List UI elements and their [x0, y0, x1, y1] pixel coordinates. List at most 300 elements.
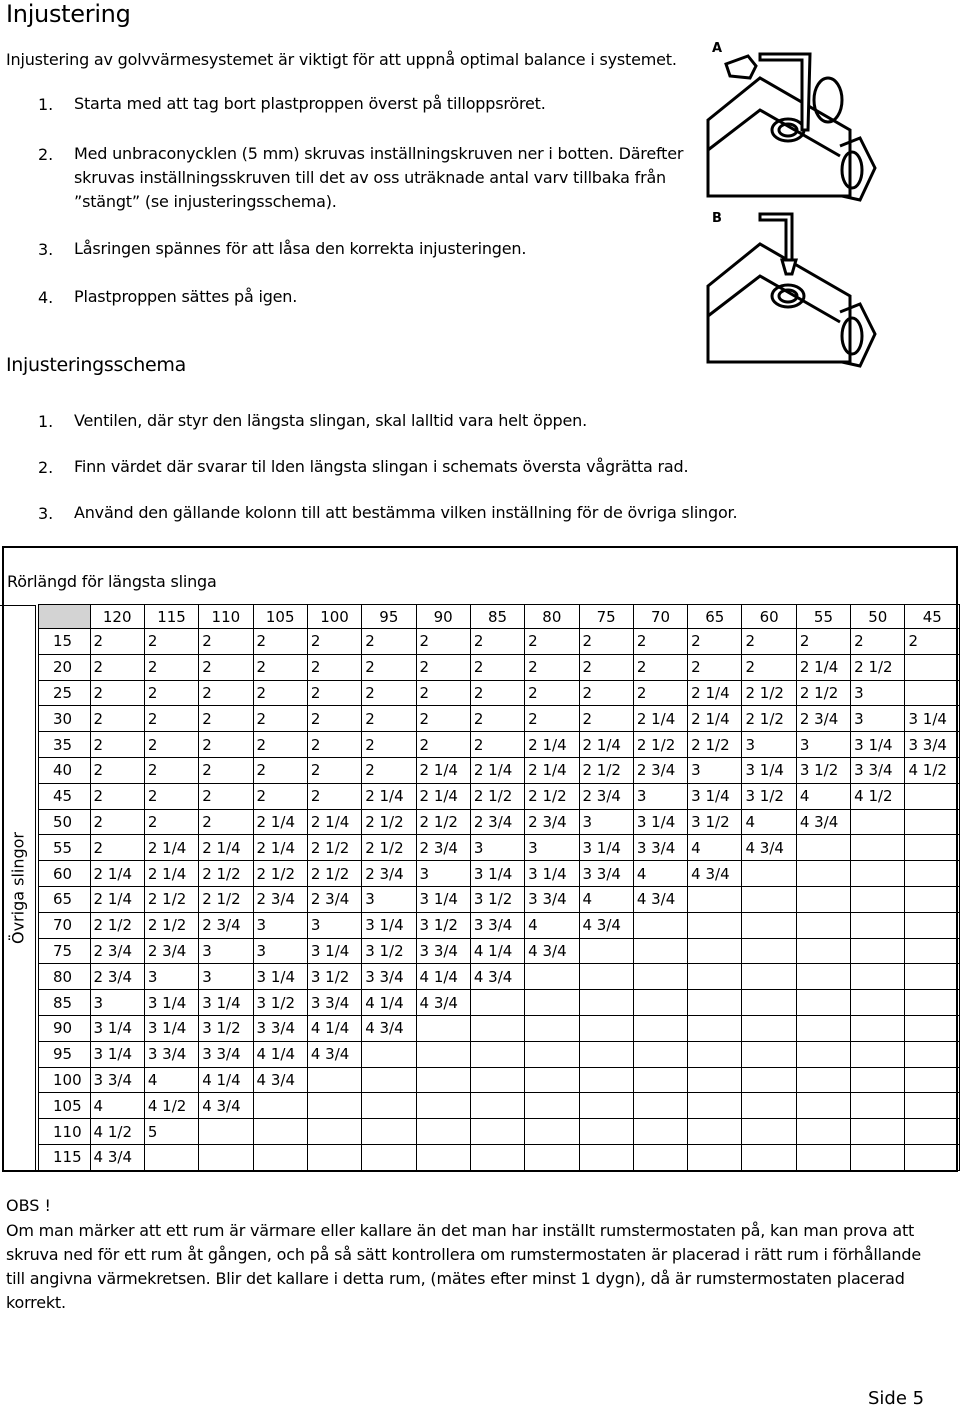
table-cell: 2 [307, 654, 361, 680]
row-header: 25 [39, 680, 91, 706]
table-row [39, 835, 960, 861]
table-cell: 4 1/4 [307, 1015, 361, 1041]
table-cell: 2 [307, 732, 361, 758]
table-cell: 2 [144, 654, 198, 680]
table-cell: 2 3/4 [416, 835, 470, 861]
table-cell [796, 1119, 850, 1145]
table-cell: 2 [90, 654, 144, 680]
table-cell [199, 1144, 253, 1170]
table-cell: 2 [633, 654, 687, 680]
table-cell: 4 3/4 [199, 1093, 253, 1119]
schema-step-3-number: 3. [38, 504, 54, 523]
table-cell: 3 [796, 732, 850, 758]
table-cell: 2 1/4 [90, 861, 144, 887]
table-row [39, 912, 960, 938]
table-cell: 2 [633, 629, 687, 655]
table-cell: 3 [633, 783, 687, 809]
table-cell: 2 1/2 [851, 654, 905, 680]
table-cell [579, 1067, 633, 1093]
table-cell: 2 1/2 [307, 835, 361, 861]
column-header: 115 [144, 605, 198, 629]
table-cell [905, 912, 960, 938]
table-cell: 4 1/2 [144, 1093, 198, 1119]
table-cell: 2 [579, 629, 633, 655]
table-cell: 2 1/2 [796, 680, 850, 706]
note-line: Om man märker att ett rum är värmare eller kallare än det man har inställt rumstermostaten på, kan man prova att [6, 1221, 915, 1240]
table-cell [905, 783, 960, 809]
table-cell [525, 1144, 579, 1170]
table-cell: 2 [253, 706, 307, 732]
row-header: 80 [39, 964, 91, 990]
table-cell [362, 1093, 416, 1119]
table-cell: 2 [688, 629, 742, 655]
table-cell: 3 [470, 835, 524, 861]
table-cell: 3 1/4 [253, 964, 307, 990]
table-row [39, 783, 960, 809]
table-cell: 2 1/2 [199, 861, 253, 887]
table-cell [470, 1015, 524, 1041]
table-cell: 2 3/4 [144, 938, 198, 964]
table-cell: 2 1/4 [579, 732, 633, 758]
table-cell: 3 3/4 [633, 835, 687, 861]
table-cell: 2 [416, 680, 470, 706]
table-cell: 2 [90, 706, 144, 732]
table-cell [525, 1041, 579, 1067]
table-cell: 2 [199, 629, 253, 655]
table-cell: 3 1/4 [525, 861, 579, 887]
table-cell: 3 [688, 757, 742, 783]
table-row [39, 938, 960, 964]
table-cell [470, 1144, 524, 1170]
table-cell: 4 1/2 [905, 757, 960, 783]
row-header: 35 [39, 732, 91, 758]
table-cell [633, 1144, 687, 1170]
row-header: 75 [39, 938, 91, 964]
column-header: 70 [633, 605, 687, 629]
table-cell [633, 1041, 687, 1067]
row-header: 115 [39, 1144, 91, 1170]
table-cell [905, 835, 960, 861]
column-header: 45 [905, 605, 960, 629]
table-cell [851, 835, 905, 861]
table-cell: 2 1/2 [688, 732, 742, 758]
table-cell: 2 [253, 680, 307, 706]
table-cell [525, 1067, 579, 1093]
table-cell: 2 1/4 [470, 757, 524, 783]
intro-text: Injustering av golvvärmesystemet är viktigt för att uppnå optimal balance i systemet. [6, 50, 677, 69]
table-row [39, 706, 960, 732]
table-cell: 2 1/4 [416, 757, 470, 783]
table-cell [416, 1041, 470, 1067]
table-cell [905, 1041, 960, 1067]
table-cell: 2 [633, 680, 687, 706]
table-cell: 2 1/4 [688, 706, 742, 732]
column-header: 85 [470, 605, 524, 629]
table-cell: 3 1/4 [90, 1015, 144, 1041]
row-header: 60 [39, 861, 91, 887]
table-row [39, 757, 960, 783]
table-cell: 3 1/4 [307, 938, 361, 964]
table-cell: 4 [796, 783, 850, 809]
table-cell: 4 [742, 809, 796, 835]
table-cell [579, 1144, 633, 1170]
column-header: 105 [253, 605, 307, 629]
table-cell [796, 886, 850, 912]
table-cell [905, 654, 960, 680]
table-cell: 2 [199, 706, 253, 732]
table-cell [633, 964, 687, 990]
table-cell: 2 [144, 629, 198, 655]
table-cell: 2 [90, 757, 144, 783]
table-cell [633, 990, 687, 1016]
table-cell [307, 1067, 361, 1093]
table-cell [633, 938, 687, 964]
table-cell [851, 1093, 905, 1119]
table-cell: 2 1/4 [307, 809, 361, 835]
table-row [39, 680, 960, 706]
table-cell [796, 1093, 850, 1119]
table-cell [796, 938, 850, 964]
table-cell: 2 3/4 [253, 886, 307, 912]
table-cell: 2 [253, 783, 307, 809]
table-cell: 3 1/2 [199, 1015, 253, 1041]
table-cell: 2 [470, 706, 524, 732]
step-2-number: 2. [38, 145, 54, 164]
table-cell [742, 938, 796, 964]
table-cell: 4 [579, 886, 633, 912]
table-cell [688, 990, 742, 1016]
table-cell [416, 1067, 470, 1093]
table-cell: 4 1/2 [90, 1119, 144, 1145]
table-cell [905, 1015, 960, 1041]
row-header: 65 [39, 886, 91, 912]
table-cell: 2 [579, 706, 633, 732]
note-text [6, 1219, 946, 1315]
table-cell: 2 [470, 680, 524, 706]
table-cell [851, 1067, 905, 1093]
table-cell [253, 1144, 307, 1170]
table-cell [470, 1067, 524, 1093]
table-cell: 2 [144, 680, 198, 706]
table-cell [362, 1119, 416, 1145]
column-header: 80 [525, 605, 579, 629]
table-cell: 2 [144, 732, 198, 758]
table-cell: 2 1/2 [416, 809, 470, 835]
table-cell [633, 1015, 687, 1041]
table-cell [742, 886, 796, 912]
table-cell: 3 3/4 [416, 938, 470, 964]
table-cell: 4 1/4 [253, 1041, 307, 1067]
table-header-row [39, 605, 960, 629]
table-cell: 4 3/4 [742, 835, 796, 861]
table-cell [416, 1119, 470, 1145]
table-cell: 2 1/2 [307, 861, 361, 887]
table-cell: 2 1/2 [742, 680, 796, 706]
table-cell: 2 1/2 [525, 783, 579, 809]
table-cell: 2 [796, 629, 850, 655]
table-cell: 3 3/4 [307, 990, 361, 1016]
table-cell [470, 1119, 524, 1145]
table-cell: 2 [307, 706, 361, 732]
table-cell [579, 964, 633, 990]
table-cell: 2 [199, 732, 253, 758]
table-cell: 2 3/4 [307, 886, 361, 912]
valve-adjustment-illustration [700, 38, 960, 374]
table-cell [796, 1067, 850, 1093]
table-cell: 2 [905, 629, 960, 655]
table-cell: 2 [742, 654, 796, 680]
table-cell: 3 [90, 990, 144, 1016]
table-cell: 4 3/4 [525, 938, 579, 964]
table-cell: 3 1/2 [253, 990, 307, 1016]
table-cell: 2 1/4 [144, 861, 198, 887]
schema-step-2-number: 2. [38, 458, 54, 477]
table-cell [579, 1041, 633, 1067]
table-cell: 3 3/4 [90, 1067, 144, 1093]
table-cell [742, 1067, 796, 1093]
table-cell: 2 [90, 809, 144, 835]
table-cell [905, 1067, 960, 1093]
table-cell [796, 912, 850, 938]
step-2-text-line-1: Med unbraconycklen (5 mm) skruvas inställningskruven ner i botten. Därefter [74, 144, 684, 163]
column-header: 60 [742, 605, 796, 629]
row-header: 100 [39, 1067, 91, 1093]
table-cell: 2 [253, 654, 307, 680]
table-cell: 2 1/4 [253, 809, 307, 835]
step-4-number: 4. [38, 288, 54, 307]
table-cell: 2 [199, 680, 253, 706]
row-header: 110 [39, 1119, 91, 1145]
table-cell: 2 1/2 [579, 757, 633, 783]
table-cell: 3 1/2 [307, 964, 361, 990]
table-cell [688, 964, 742, 990]
table-cell: 3 1/4 [470, 861, 524, 887]
adjustment-table [38, 604, 960, 1171]
table-cell: 2 [90, 629, 144, 655]
row-header: 85 [39, 990, 91, 1016]
table-cell: 2 [144, 757, 198, 783]
table-cell: 2 [362, 732, 416, 758]
table-cell: 4 1/4 [416, 964, 470, 990]
table-cell: 2 [90, 680, 144, 706]
table-cell: 2 3/4 [796, 706, 850, 732]
row-header: 15 [39, 629, 91, 655]
table-cell [307, 1119, 361, 1145]
table-cell: 2 1/4 [144, 835, 198, 861]
table-cell [688, 1144, 742, 1170]
table-cell: 3 1/4 [90, 1041, 144, 1067]
obs-label: OBS ! [6, 1196, 51, 1215]
table-cell: 4 [90, 1093, 144, 1119]
table-cell: 2 1/4 [416, 783, 470, 809]
table-row [39, 990, 960, 1016]
table-cell: 3 [416, 861, 470, 887]
table-cell: 3 1/2 [688, 809, 742, 835]
table-cell: 2 [470, 629, 524, 655]
table-cell: 3 [851, 680, 905, 706]
step-3-text: Låsringen spännes för att låsa den korrekta injusteringen. [74, 239, 527, 258]
table-cell: 3 [144, 964, 198, 990]
table-cell [905, 1093, 960, 1119]
table-cell [851, 861, 905, 887]
table-cell: 2 [579, 654, 633, 680]
table-cell: 2 3/4 [633, 757, 687, 783]
table-cell [905, 886, 960, 912]
table-cell: 3 1/4 [851, 732, 905, 758]
table-cell: 2 [144, 809, 198, 835]
table-cell [525, 1015, 579, 1041]
table-cell: 2 [253, 629, 307, 655]
step-2-text-line-2: skruvas inställningsskruven till det av oss uträknade antal varv tillbaka från [74, 168, 667, 187]
table-cell: 3 1/4 [905, 706, 960, 732]
table-cell: 3 1/4 [362, 912, 416, 938]
table-cell [579, 990, 633, 1016]
table-row [39, 1144, 960, 1170]
table-row [39, 886, 960, 912]
table-cell: 2 1/4 [90, 886, 144, 912]
table-cell [688, 1067, 742, 1093]
table-cell: 3 [362, 886, 416, 912]
table-cell [688, 1041, 742, 1067]
table-cell [416, 1144, 470, 1170]
column-header: 55 [796, 605, 850, 629]
table-cell: 4 [633, 861, 687, 887]
table-row [39, 964, 960, 990]
table-cell [796, 835, 850, 861]
table-row [39, 1067, 960, 1093]
column-header: 90 [416, 605, 470, 629]
table-cell [851, 912, 905, 938]
table-cell: 3 [253, 912, 307, 938]
table-cell [742, 1015, 796, 1041]
table-cell [851, 1015, 905, 1041]
table-cell [742, 861, 796, 887]
table-cell: 3 1/4 [416, 886, 470, 912]
side-label: Övriga slingor [8, 831, 27, 945]
table-cell: 4 3/4 [796, 809, 850, 835]
table-cell: 2 3/4 [579, 783, 633, 809]
table-cell: 2 1/2 [90, 912, 144, 938]
table-cell: 3 [579, 809, 633, 835]
table-cell [470, 990, 524, 1016]
table-cell [253, 1093, 307, 1119]
step-2-text-line-3: ”stängt” (se injusteringsschema). [74, 192, 337, 211]
table-cell [905, 990, 960, 1016]
table-cell: 2 [688, 654, 742, 680]
table-cell: 3 1/4 [742, 757, 796, 783]
table-cell: 4 1/4 [199, 1067, 253, 1093]
table-cell: 2 [470, 732, 524, 758]
page-title: Injustering [6, 0, 131, 28]
table-cell: 2 [525, 706, 579, 732]
table-cell [851, 938, 905, 964]
table-cell [525, 990, 579, 1016]
table-cell: 2 [362, 757, 416, 783]
table-cell: 2 1/2 [470, 783, 524, 809]
step-3-number: 3. [38, 240, 54, 259]
table-cell [905, 1144, 960, 1170]
table-cell: 3 1/4 [688, 783, 742, 809]
table-cell: 3 1/2 [416, 912, 470, 938]
table-cell: 3 3/4 [579, 861, 633, 887]
row-header: 95 [39, 1041, 91, 1067]
table-cell [796, 1041, 850, 1067]
table-cell [905, 938, 960, 964]
table-cell [688, 1015, 742, 1041]
table-cell [579, 1015, 633, 1041]
table-cell [416, 1093, 470, 1119]
table-cell [688, 886, 742, 912]
table-cell: 3 3/4 [851, 757, 905, 783]
table-cell [579, 938, 633, 964]
row-header: 20 [39, 654, 91, 680]
table-cell [362, 1041, 416, 1067]
table-cell: 2 [90, 732, 144, 758]
table-cell: 2 [199, 654, 253, 680]
table-cell: 3 [199, 938, 253, 964]
table-cell [307, 1093, 361, 1119]
table-cell [688, 938, 742, 964]
table-cell [633, 1119, 687, 1145]
table-cell [253, 1119, 307, 1145]
table-row [39, 1119, 960, 1145]
table-cell: 2 [362, 629, 416, 655]
table-cell: 3 [742, 732, 796, 758]
table-cell: 2 1/4 [362, 783, 416, 809]
row-header: 90 [39, 1015, 91, 1041]
table-cell: 2 1/2 [253, 861, 307, 887]
table-cell [742, 1041, 796, 1067]
table-cell: 2 [362, 706, 416, 732]
note-line: till angivna värmekretsen. Blir det kallare i detta rum, (mätes efter minst 1 dygn), då är rumstermostaten placerad [6, 1269, 905, 1288]
table-cell: 2 [144, 706, 198, 732]
table-cell [199, 1119, 253, 1145]
table-cell [742, 912, 796, 938]
table-cell [742, 1119, 796, 1145]
table-cell: 2 [525, 629, 579, 655]
table-cell: 3 1/4 [633, 809, 687, 835]
step-1-number: 1. [38, 95, 54, 114]
page-number: Side 5 [868, 1388, 925, 1409]
table-cell: 2 [416, 732, 470, 758]
table-cell: 3 1/4 [144, 990, 198, 1016]
table-row [39, 861, 960, 887]
table-cell: 2 [362, 654, 416, 680]
table-cell: 2 3/4 [90, 964, 144, 990]
table-cell: 4 3/4 [416, 990, 470, 1016]
table-cell [579, 1093, 633, 1119]
table-cell [525, 1093, 579, 1119]
table-cell: 3 [525, 835, 579, 861]
svg-text:B: B [712, 211, 722, 226]
table-cell [362, 1144, 416, 1170]
table-cell: 3 [851, 706, 905, 732]
table-cell: 2 [416, 654, 470, 680]
row-header: 70 [39, 912, 91, 938]
table-cell [742, 1144, 796, 1170]
table-cell: 3 [253, 938, 307, 964]
table-cell [362, 1067, 416, 1093]
table-cell [688, 912, 742, 938]
table-cell [688, 1119, 742, 1145]
table-cell: 3 3/4 [525, 886, 579, 912]
table-cell: 2 3/4 [525, 809, 579, 835]
table-cell: 2 [90, 783, 144, 809]
column-header: 95 [362, 605, 416, 629]
table-cell: 2 3/4 [470, 809, 524, 835]
table-cell: 2 [307, 783, 361, 809]
schema-step-2-text: Finn värdet där svarar til lden längsta slingan i schemats översta vågrätta rad. [74, 457, 689, 476]
